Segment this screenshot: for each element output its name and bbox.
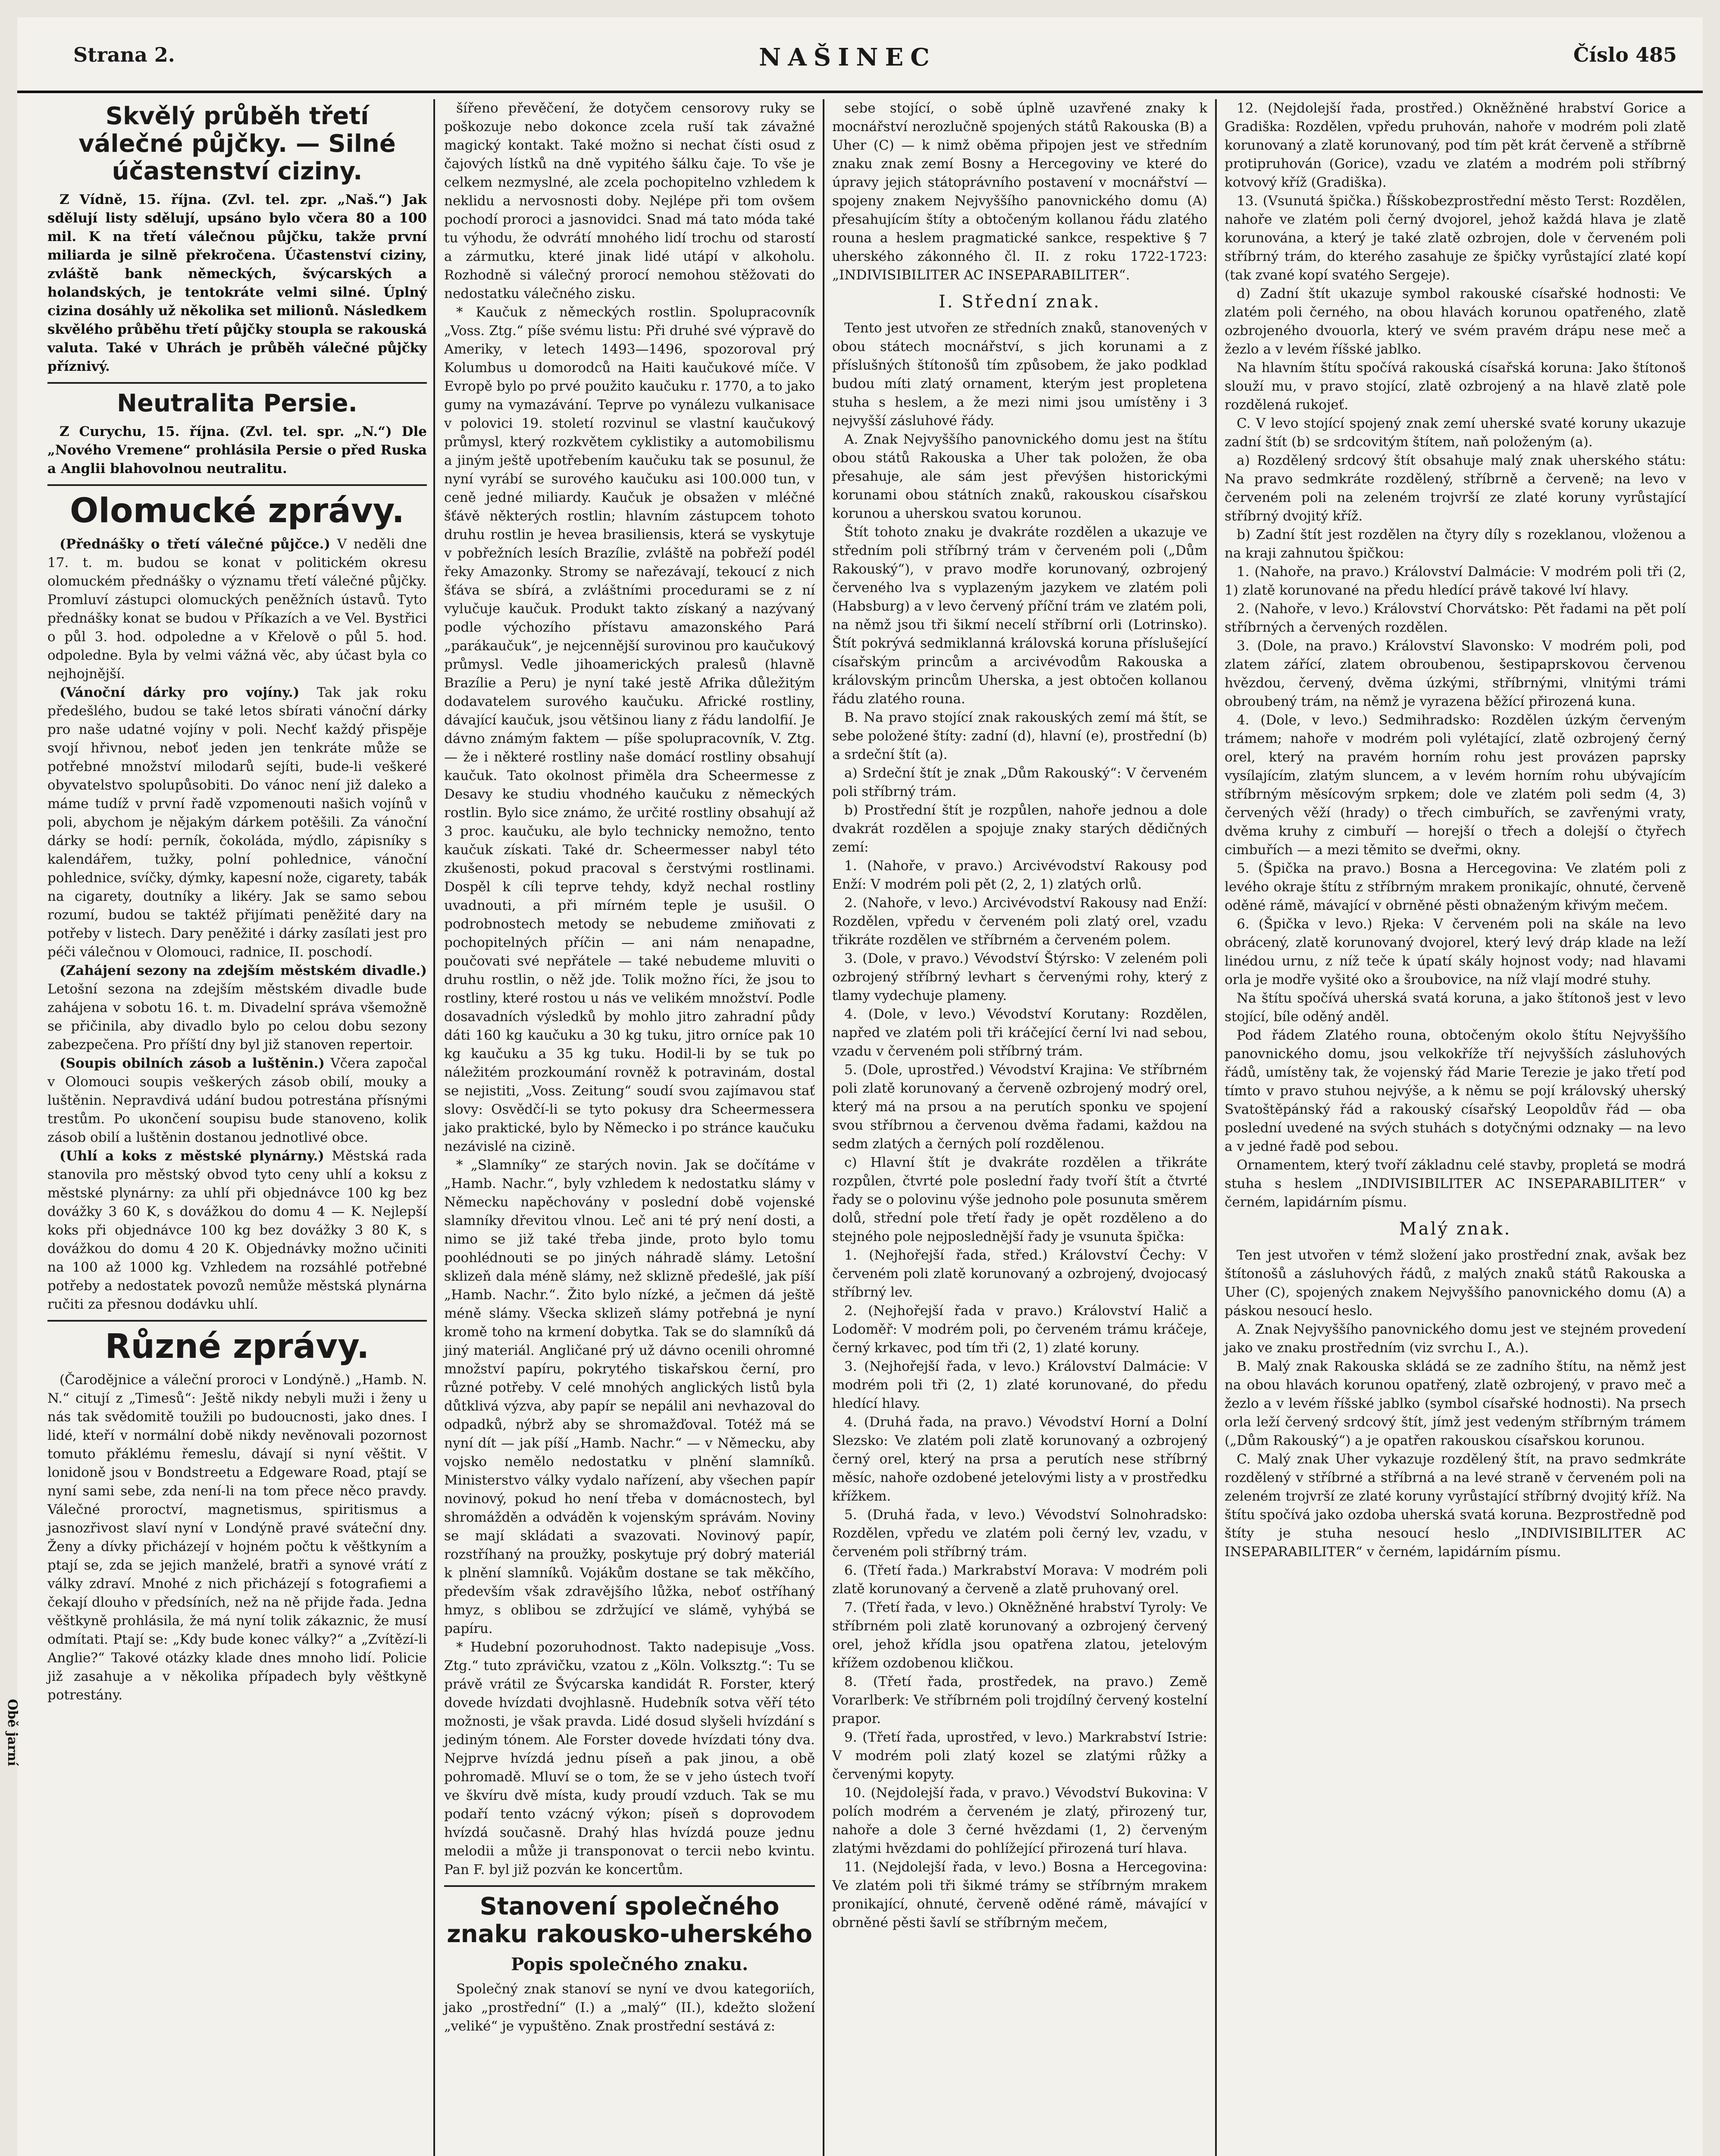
headline-znak — [444, 1893, 815, 1948]
headline-line: Skvělý průběh třetí — [105, 102, 369, 130]
paragraph: C. V levo stojící spojený znak zemí uherské svaté koruny ukazuje zadní štít (b) se srdcovitým štítem, naň položeným (a). — [1225, 416, 1686, 450]
article-olomouc-3 — [47, 962, 427, 1054]
list-item: 6. (Špička v levo.) Rjeka: V červeném poli na skále na levo obrácený, zlatě korunovaný dvojorel, který levý dráp klade na leží linédou urnu, z níž teče k úpatí skály hojnost vody; nad hlavami orla je modře vyšité oko a šroubovice, na níž vlají modré stuhy. — [1225, 916, 1686, 987]
paragraph: Pod řádem Zlatého rouna, obtočeným okolo štítu Nejvyššího panovnického domu, jsou velkokříže tří nejvyšších zásluhových řádů, umístěny tak, že vojenský řád Marie Terezie je jako třetí pod tímto v pravo stuhou nejvýše, a k němu se pojí královský uherský Svatoštěpánský řád a rakouský císařský Leopoldův řád — oba poslední uvedené na svých stuhách s dotyčnými odznaky — na levo a v jedné řadě pod sebou. — [1225, 1028, 1686, 1154]
list-item: 12. (Nejdolejší řada, prostřed.) Okněžněné hrabství Gorice a Gradiška: Rozdělen, vpředu pruhován, nahoře v modrém poli zlatě korunovaný a zlatě korunovaný, pod tím pět krát červeně a stříbrně protipruhován (Gorice), vzadu ve zlatém a modrém poli stříbrný kotvový kříž (Gradiška). — [1225, 100, 1686, 190]
list-item: 4. (Dole, v levo.) Sedmihradsko: Rozdělen úzkým červeným trámem; nahoře v modrém poli vylétající, zlatě ozbrojený černý orel, který na pravém horním rohu jest provázen paprsky vysílajícím, zlatým sluncem, a v levém horním rohu ubývajícím stříbrným měsícovým srpkem; dole ve zlatém poli sedm (4, 3) červených věží (hrady) o třech cimbuřích, se zavřenými vraty, dvěma kruhy z cimbuří — horejší o třech a dolejší o čtyřech cimbuřích — a mezi těmito se dveřmi, okny. — [1225, 712, 1686, 858]
headline-ruzne: Různé zprávy. — [105, 1327, 370, 1366]
article-znak-intro: Společný znak stanoví se nyní ve dvou kategoriích, jako „prostřední“ (I.) a „malý“ (II.), kdežto složení „veliké“ je vypuštěno. Znak prostřední sestává z: — [444, 1981, 815, 2034]
list-item: 2. (Nejhořejší řada v pravo.) Království Halič a Lodoměř: V modrém poli, po červeném trámu kráčeje, černý krkavec, pod tím tři (2, 1) zlaté koruny. — [832, 1303, 1207, 1356]
paragraph: C. Malý znak Uher vykazuje rozdělený štít, na pravo sedmkráte rozdělený v stříbrné a stříbrná a na levé straně v červeném poli na zeleném trojvrší ze zlaté koruny vyrůstající stříbrný dvojitý kříž. Na štítu spočívá jako ozdoba uherská svatá koruna. Bezprostředně pod štíty je stuha nesoucí heslo „INDIVISIBILITER AC INSEPARABILITER“ v černém, lapidárním písmu. — [1225, 1451, 1686, 1560]
list-item: 10. (Nejdolejší řada, v pravo.) Vévodství Bukovina: V polích modrém a červeném je zlatý, přirozený tur, nahoře a dole 3 černé hvězdami (1, 2) červeným zlatými hvězdami do pohlížející přirozená turí hlava. — [832, 1785, 1207, 1856]
article-olomouc-1 — [47, 535, 427, 683]
list-item: 6. (Třetí řada.) Markrabství Morava: V modrém poli zlatě korunovaný a červeně a zlatě pruhovaný orel. — [832, 1563, 1207, 1597]
paragraph: c) Hlavní štít je dvakráte rozdělen a třikráte rozpůlen, čtvrté pole poslední řady tvoří štít a čtvrté řady se o polovinu výše jednoho pole posunuta směrem dolů, střední pole třetí řady je opět rozděleno a do stejného pole nejposlednější řady je vsunuta špička: — [832, 1155, 1207, 1244]
article-war-loan: Z Vídně, 15. října. (Zvl. tel. zpr. „Naš.“) Jak sdělují listy sdělují, upsáno bylo včera 80 a 100 mil. K na třetí válečnou půjčku, takže první miliarda je silně překročena. Účastenství ciziny, zvláště bank německých, švýcarských a holandských, je tentokráte velmi silné. Úplný cizina dosáhly už několika set milionů. Následkem skvělého průběhu třetí půjčky stoupla se rakouská valuta. Také v Uhrách je průběh válečné půjčky příznivý. — [47, 192, 427, 374]
paragraph: A. Znak Nejvyššího panovnického domu jest na štítu obou států Rakouska a Uher tak položen, že oba přesahuje, ale sám jest převýšen historickými korunami obou státních znaků, rakouskou císařskou korunou a uherskou svatou korunou. — [832, 432, 1207, 521]
article-slamniky: * „Slamníky“ ze starých novin. Jak se dočítáme v „Hamb. Nachr.“, byly vzhledem k nedostatku slámy v Německu napěchovány v poslední době vojenské slamníky dřevitou vlnou. Leč ani té prý není dosti, a nimo se již také třeba jinde, proto bylo tomu poohlédnouti se po jiných náhradě slámy. Letošní sklizeň dala méně slámy, než sklizně předešlé, jak píší „Hamb. Nachr.“. Žito bylo nízké, a ječmen dá ještě méně slámy. Všecka sklizeň slámy potřebná je nyní kromě toho na krmení dobytka. Tak se do slamníků dá jiný materiál. Angličané prý už dávno ocenili ohromné množství papíru, pokrytého tiskařskou černí, pro různé potřeby. V celé mnohých anglických listů byla důtklivá výzva, aby papír se nepálil ani nevhazoval do odpadků, nýbrž aby se shromažďoval. Totéž má se nyní dít — jak píší „Hamb. Nachr.“ — v Německu, aby vojsko nemělo nedostatku v plnění slamníků. Ministerstvo války vydalo nařízení, aby všechen papír novinový, pokud ho není třeba v domácnostech, byl shromážděn a odváděn k vojenským správám. Noviny se mají skládati a svazovati. Novinový papír, rozstříhaný na proužky, poskytuje prý dobrý materiál k plnění slamníků. Vojákům dostane se tak měkčího, především však zdravějšího lůžka, neboť ostříhaný hmyz, s oblibou se zdržující ve slámě, vyhýbá se papíru. — [444, 1157, 815, 1636]
paragraph: A. Znak Nejvyššího panovnického domu jest ve stejném provedení jako ve znaku prostředním (viz svrchu I., A.). — [1225, 1322, 1686, 1356]
paragraph: Na štítu spočívá uherská svatá koruna, a jako štítonoš jest v levo stojící, bíle oděný anděl. — [1225, 990, 1686, 1025]
article-olomouc-4 — [47, 1054, 427, 1147]
list-item: 4. (Dole, v levo.) Vévodství Korutany: Rozdělen, napřed ve zlatém poli tři kráčející černí lvi nad sebou, vzadu v červeném poli stříbrný trám. — [832, 1006, 1207, 1059]
column-2 — [444, 99, 815, 2156]
article-hudba: * Hudební pozoruhodnost. Takto nadepisuje „Voss. Ztg.“ tuto zprávičku, vzatou z „Köln. Volksztg.“: Tu se právě vrátil ze Švýcarska kandidát R. Forster, který dovede hvízdati dvojhlasně. Hudebník sotva věří této možnosti, je však pravda. Lidé dosud slyšeli hvízdání s jediným tónem. Ale Forster dovede hvízdati tóny dva. Nejprve hvízdá jednu píseň a pak jinou, a obě pohromadě. Mluví se o tom, že se v jeho ústech tvoří ve škvíru dvě místa, kudy proudí vzduch. Tak se mu podaří tento vzácný výkon; píseň s doprovodem hvízdá současně. Drahý hlas hvízdá pouze jednu melodii a může ji transponovat o tercii nebo kvintu. Pan F. byl již pozván ke koncertům. — [444, 1639, 815, 1877]
list-item: 5. (Dole, uprostřed.) Vévodství Krajina: Ve stříbrném poli zlatě korunovaný a červeně ozbrojený modrý orel, který má na prsou a na perutích sponku ve spojení svou stříbrnou a červenou dvěma řadami, každou na sedm zlatých a černých polí rozdělenou. — [832, 1062, 1207, 1152]
paragraph: Štít tohoto znaku je dvakráte rozdělen a ukazuje ve středním poli stříbrný trám v červeném poli („Dům Rakouský“), v pravo modře korunovaný, ozbrojený červeného lva s vyplazeným jazykem ve zlatém poli (Habsburg) a v levo červený příční trám ve zlatém poli, na němž jsou tři šikmí necelí stříbrní orli (Lotrinsko). Štít pokrývá sedmiklanná královská koruna příslušející císařským princům a arcivévodům Rakouska a královským princům Uherska, a jest obtočen kollanou řádu zlatého rouna. — [832, 524, 1207, 707]
item-lead: (Zahájení sezony na zdejším městském divadle.) — [60, 963, 427, 978]
column-4 — [1225, 99, 1686, 2156]
list-item: 7. (Třetí řada, v levo.) Okněžněné hrabství Tyroly: Ve stříbrném poli zlatě korunovaný a ozbrojený červený orel, jehož křídla jsou opatřena zlatou, jetelovým křížem ozdobenou kličkou. — [832, 1600, 1207, 1671]
list-item: 3. (Nejhořejší řada, v levo.) Království Dalmácie: V modrém poli tři (2, 1) zlaté korunované, do předu hledící hlavy. — [832, 1359, 1207, 1411]
list-item: 1. (Nahoře, na pravo.) Království Dalmácie: V modrém poli tři (2, 1) zlatě korunované na předu hledící právě takové lví hlavy. — [1225, 564, 1686, 598]
article-persia: Z Curychu, 15. října. (Zvl. tel. spr. „N.“) Dle „Nového Vremene“ prohlásila Persie o před Ruska a Anglii blahovolnou neutralitu. — [47, 424, 427, 476]
paragraph: a) Rozdělený srdcový štít obsahuje malý znak uherského státu: Na pravo sedmkráte rozdělený, stříbrně a červeně; na levo v červeném poli na zeleném trojvrší ze zlaté koruny vyrůstající stříbrný dvojitý kříž. — [1225, 453, 1686, 524]
item-lead: (Přednášky o třetí válečné půjčce.) — [60, 536, 331, 552]
paragraph: Na hlavním štítu spočívá rakouská císařská koruna: Jako štítonoš slouží mu, v pravo stojící, zlatě ozbrojený a na hlavě zlatě pole rozdělená rukojeť. — [1225, 360, 1686, 413]
list-item: 3. (Dole, v pravo.) Vévodství Štýrsko: V zeleném poli ozbrojený stříbrný levhart s červenými rohy, který z tlamy vydechuje plameny. — [832, 951, 1207, 1003]
list-item: 1. (Nejhořejší řada, střed.) Království Čechy: V červeném poli zlatě korunovaný a ozbrojený, dvojocasý stříbrný lev. — [832, 1247, 1207, 1300]
item-text: Letošní sezona na zdejším městském divadle bude zahájena v sobotu 16. t. m. Divadelní správa všemožně se přičinila, aby divadlo bylo po celou dobu sezony zabezpečena. Pro příští dny byl již stanoven repertoir. — [47, 981, 427, 1053]
newspaper-title: NAŠINEC — [759, 43, 937, 72]
headline-line: účastenství ciziny. — [112, 157, 363, 185]
issue-number: Číslo 485 — [1573, 43, 1677, 66]
divider — [47, 484, 427, 486]
paragraph: d) Zadní štít ukazuje symbol rakouské císařské hodnosti: Ve zlatém poli černého, na obou hlavách korunou opatřeného, zlatě ozbrojeného dvouorla, který ve svém pravém drápu nese meč a žezlo a v levém říšské jablko. — [1225, 286, 1686, 357]
divider — [47, 382, 427, 384]
list-item: 2. (Nahoře, v levo.) Arcivévodství Rakousy nad Enží: Rozdělen, vpředu v červeném poli zlatý orel, vzadu třikráte rozdělen ve stříbrném a červeném polem. — [832, 895, 1207, 948]
column-1 — [47, 99, 427, 2156]
list-item: 5. (Druhá řada, v levo.) Vévodství Solnohradsko: Rozdělen, vpředu ve zlatém poli černý lev, vzadu, v červeném poli stříbrný trám. — [832, 1507, 1207, 1560]
item-text: Tak jak roku předešlého, budou se také letos sbírati vánoční dárky pro naše udatné vojíny v poli. Nechť každý přispěje svojí hřivnou, neboť jeden jen tenkráte může se potřebné množství milodarů sejíti, bude-li veškeré obyvatelstvo spolupůsobiti. Do vánoc není již daleko a máme tudíž v první řadě vzpomenouti našich vojínů v poli, abychom je nějakým dárkem potěšili. Za vánoční dárky se hodí: perník, čokoláda, mýdlo, zápisníky s kalendářem, tužky, polní pohlednice, vánoční pohlednice, svíčky, dýmky, kapesní nože, cigarety, tabák na cigarety, doutníky a likéry. Jak se samo sebou rozumí, budou se taktéž přijímati peněžité dary na potřeby v listech. Dary peněžité i dárky zasílati jest pro péči válečnou v Olomouci, radnice, II. poschodí. — [47, 685, 427, 960]
list-item: 5. (Špička na pravo.) Bosna a Hercegovina: Ve zlatém poli z levého okraje štítu z stříbrným mrakem pronikajíc, ohnuté, červeně oděné rámě, mávající v obrněné pěsti obnaženým křivým mečem. — [1225, 861, 1686, 913]
item-text: Městská rada stanovila pro městský obvod tyto ceny uhlí a koksu z městské plynárny: za uhlí při objednávce 100 kg bez dovážky 3 60 K, s dovážkou do domu 4 — K. Nejlepší koks při objednávce 100 kg bez dovážky 3 80 K, s dovážkou do domu 4 20 K. Objednávky možno učiniti na 100 až 1000 kg. Vzhledem na rozsáhlé potřebné potřeby a nedostatek povozů nemůže městská plynárna ručiti za přesnou dodávku uhlí. — [47, 1148, 427, 1312]
section-heading: I. Střední znak. — [938, 292, 1101, 312]
masthead — [17, 17, 1703, 93]
headline-line: Stanovení společného — [479, 1893, 780, 1921]
paragraph: Ornamentem, který tvoří základnu celé stavby, propletá se modrá stuha s heslem „INDIVISIBILITER AC INSEPARABILITER“ v černém, lapidárním písmu. — [1225, 1157, 1686, 1210]
paragraph: sebe stojící, o sobě úplně uzavřené znaky k mocnářství nerozlučně spojených států Rakouska (B) a Uher (C) — k nimž oběma připojen jest ve středním znaku znak zemí Bosny a Hercegoviny ve které do úpravy jejich státoprávního postavení v mocnářství — spojeny znakem Nejvyššího panovnického domu (A) přesahujícím štíty a obtočeným kollanou řádu zlatého rouna a heslem pragmatické sankce, respektive § 7 uherského zákonného čl. II. z roku 1722-1723: „INDIVISIBILITER AC INSEPARABILITER“. — [832, 100, 1207, 283]
headline-line: znaku rakousko-uherského — [447, 1920, 812, 1948]
column-3 — [832, 99, 1207, 2156]
list-item: 9. (Třetí řada, uprostřed, v levo.) Markrabství Istrie: V modrém poli zlatý kozel se zlatými růžky a červenými kopyty. — [832, 1730, 1207, 1782]
paragraph: B. Na pravo stojící znak rakouských zemí má štít, se sebe položené štíty: zadní (d), hlavní (e), prostřední (b) a srdeční štít (a). — [832, 710, 1207, 762]
paragraph: b) Zadní štít jest rozdělen na čtyry díly s rozeklanou, vloženou a na kraji zahnutou špičkou: — [1225, 527, 1686, 561]
item-lead: (Vánoční dárky pro vojíny.) — [60, 685, 300, 700]
article-olomouc-5 — [47, 1147, 427, 1314]
paragraph: B. Malý znak Rakouska skládá se ze zadního štítu, na němž jest na obou hlavách korunou opatřený, zlatě ozbrojený, v pravo meč a žezlo a v levém říšské jablko (symbol císařské hodnosti). Na prsech orla leží červený srdcový štít, jímž jest vedeným stříbrným trámem („Dům Rakouský“) a je opatřen rakouskou císařskou korunou. — [1225, 1359, 1686, 1448]
headline-line: válečné půjčky. — Silné — [78, 130, 396, 158]
section-heading: Malý znak. — [1399, 1219, 1512, 1239]
divider — [47, 1320, 427, 1322]
divider — [444, 1885, 815, 1887]
list-item: 1. (Nahoře, v pravo.) Arcivévodství Rakousy pod Enží: V modrém poli pět (2, 2, 1) zlatých orlů. — [832, 858, 1207, 892]
paragraph: a) Srdeční štít je znak „Dům Rakouský“: V červeném poli stříbrný trám. — [832, 765, 1207, 799]
list-item: 11. (Nejdolejší řada, v levo.) Bosna a Hercegovina: Ve zlatém poli tři šikmé trámy se stříbrným mrakem pronikající, ohnuté, červeně oděné rámě, mávající v obrněné pěsti šavlí se stříbrným mečem, — [832, 1859, 1207, 1930]
item-text: Včera započal v Olomouci soupis veškerých zásob obilí, mouky a luštěnin. Nepravdivá udání budou potrestána přísnými trestům. Po ukončení soupisu bude stanoveno, kolik zásob obilí a luštěnin dostanou jednotlivé obce. — [47, 1056, 427, 1145]
list-item: 3. (Dole, na pravo.) Království Slavonsko: V modrém poli, pod zlatem zářící, zlatem obroubenou, šestipaprskovou červenou hvězdou, červený, dvěma úzkými, stříbrnými, vlnitými trámi obroubený trám, na němž je vyrazena běžící přirozená kuna. — [1225, 638, 1686, 709]
subheadline-znak: Popis společného znaku. — [511, 1954, 749, 1974]
article-kaucuk: * Kaučuk z německých rostlin. Spolupracovník „Voss. Ztg.“ píše svému listu: Při druhé své výpravě do Ameriky, v letech 1493—1496, spozoroval prý Kolumbus u domorodců na Haiti kaučukové míče. V Evropě bylo po prvé použito kaučuku r. 1770, a to jako gumy na vymazávání. Teprve po vynálezu vulkanisace v polovici 19. století rozvinul se vlastní kaučukový průmysl, který rozkvětem cyklistiky a automobilismu a jiným ještě upotřebením kaučuku tak se posunul, že nyní vyrábí se surového kaučuku asi 100.000 tun, v ceně jedné miliardy. Kaučuk je obsažen v mléčné šťávě některých rostlin; hlavním zástupcem tohoto druhu rostlin je hevea brasiliensis, která se vyskytuje v pobřežních lesích Brazílie, zvláště na pobřeží podél řeky Amazonky. Stromy se nařezávají, tekoucí z nich šťáva se sbírá, a zvláštními procedurami se z ní vylučuje kaučuk. Produkt takto získaný a nazývaný podle výchozího přístavu amazonského Pará „parákaučuk“, je nejcennější surovinou pro kaučukový průmysl. Vedle jihoamerických pralesů (hlavně Brazílie a Peru) je nyní také jestě Afrika důležitým dodavatelem surového kaučuku. Africké rostliny, dávající kaučuk, jsou většinou liany z řádu landolfií. Je dávno známým faktem — píše spolupracovník, V. Ztg. — že i některé rostliny naše domácí rostliny obsahují kaučuk. Tato okolnost přiměla dra Scheermesse z Desavy ke studiu vhodného kaučuku z německých rostlin. Bylo sice známo, že určité rostliny obsahují až 3 proc. kaučuku, ale bylo technicky nemožno, tento kaučuk získati. Také dr. Scheermesser nabyl této zkušenosti, pokud pracoval s čerstvými rostlinami. Dospěl k cíli teprve tehdy, když nechal rostliny uvadnouti, a při mírném teple je usušil. O podrobnostech metody se nebudeme zmiňovati z pochopitelných příčin — ani nám nenapadne, poučovati své nepřátele — také nebudeme mluviti o druhu rostlin, o něž jde. Tolik možno říci, že jsou to rostliny, které rostou u nás ve velikém množství. Podle dosavadních výsledků by mohlo jitro zahradní půdy dáti 160 kg kaučuku a 30 kg tuku, jitro orníce pak 10 kg kaučuku a 35 kg tuku. Hodil-li by se tuk po náležitém prozkoumání rovněž k potravinám, dostal se nejistiti, „Voss. Zeitung“ soudí svou zajímavou stať slovy: Osvědčí-li se tyto pokusy dra Scheermessera jako praktické, bylo by Německo i po stránce kaučuku nezávislé na cizině. — [444, 304, 815, 1154]
list-item: 2. (Nahoře, v levo.) Království Chorvátsko: Pět řadami na pět polí stříbrných a červených rozdělen. — [1225, 601, 1686, 635]
columns — [17, 99, 1703, 2156]
headline-persia: Neutralita Persie. — [117, 389, 357, 417]
item-text: V neděli dne 17. t. m. budou se konat v politickém okresu olomuckém přednášky o významu třetí válečné půjčky. Promluví zástupci olomuckých peněžních ústavů. Tyto přednášky konat se budou v Příkazích a ve Vel. Bystřici o půl 3. hod. odpoledne a v Křelově o půl 5. hod. odpoledne. Byla by velmi vážná věc, aby účast byla co nejhojnější. — [47, 536, 427, 682]
paragraph: Tento jest utvořen ze středních znaků, stanovených v obou státech mocnářství, s jich korunami a z příslušných štítonošů tím způsobem, že jako podklad budou míti zlatý ornament, kterým jest propletena stuha s heslem, a že mezi nimi jsou umístěny i 3 nejvyšší zásluhové řády. — [832, 320, 1207, 429]
headline-war-loan — [47, 103, 427, 185]
list-item: 4. (Druhá řada, na pravo.) Vévodství Horní a Dolní Slezsko: Ve zlatém poli zlatě korunovaný a ozbrojený černý orel, který na prsa a perutích nese stříbrný měsíc, nahoře ozdobené jetelovými listy a v prostředku křížkem. — [832, 1414, 1207, 1504]
article-continuation: šířeno převěčení, že dotyčem censorovy ruky se poškozuje nebo dokonce zcela ruší tak závažné magický kontakt. Také možno si nechat čísti osud z čajových lístků na dně vypitého šálku čaje. To vše je celkem nezmyslné, ale zcela pochopitelno vzhledem k neklidu a nervosnosti doby. Nejlépe při tom ovšem pochodí proroci a jasnovidci. Snad má tato móda také tu výhodu, že odvrátí mnohého lidí trochu od starostí a zármutku, které jinak lidé utápí v alkoholu. Rozhodně si válečný prorocí nemohou stěžovati do nedostatku válečného zisku. — [444, 100, 815, 301]
list-item: 8. (Třetí řada, prostředek, na pravo.) Země Vorarlberk: Ve stříbrném poli trojdílný červený kostelní prapor. — [832, 1674, 1207, 1727]
article-ruzne: (Čarodějnice a váleční proroci v Londýně.) „Hamb. N. N.“ citují z „Timesů“: Ještě nikdy nebyli muži i ženy u nás tak svědomitě toužili po budoucnosti, jako dnes. I lidé, kteří v normální době nikdy nevěnovali pozornost tomuto přáklému řemeslu, dávají si nyní věštit. V lonidoně jsou v Bondstreetu a Edgeware Road, ptají se nyní sami sebe, zda není-li na tom přece něco pravdy. Válečné proroctví, magnetismus, spiritismus a jasnozřivost slaví nyní v Londýně pravé sváteční dny. Ženy a dívky přicházejí v hojném počtu k věštkyním a ptají se, zda se jejich manželé, bratři a synové vrátí z války zdraví. Mnohé z nich přicházejí s fotografiemi a čekají dlouho v předsíních, než na ně přijde řada. Jedna věštkyně prohlásila, že má nyní tolik zákaznic, že musí odmítati. Ptají se: „Kdy bude konec války?“ a „Zvítězí-li Anglie?“ Takové otázky klade dnes mnoho lidí. Policie již zasahuje a v několika případech byly věštkyně potrestány. — [47, 1372, 427, 1703]
headline-olomouc: Olomucké zprávy. — [69, 492, 404, 530]
item-lead: (Uhlí a koks z městské plynárny.) — [60, 1148, 324, 1164]
paragraph: Ten jest utvořen v témž složení jako prostřední znak, avšak bez štítonošů a zásluhových řádů, z malých znaků států Rakouska a Uher (C), spojených znakem Nejvyššího panovnického domu (A) a páskou nesoucí heslo. — [1225, 1247, 1686, 1319]
list-item: 13. (Vsunutá špička.) Říšskobezprostřední město Terst: Rozdělen, nahoře ve zlatém poli černý dvojorel, jehož každá hlava je zlatě korunována, a který je také zlatě ozbrojen, dole v červeném poli stříbrný trám, do kterého zasahuje ze špičky vyrůstající zlaté kopí (tak zvané kopí svatého Sergeje). — [1225, 193, 1686, 283]
item-lead: (Soupis obilních zásob a luštěnin.) — [60, 1056, 325, 1071]
margin-note: Obě jarní — [5, 1699, 20, 1766]
article-olomouc-2 — [47, 683, 427, 962]
paragraph: b) Prostřední štít je rozpůlen, nahoře jednou a dole dvakrát rozdělen a spojuje znaky starých dědičných zemí: — [832, 802, 1207, 855]
page-number: Strana 2. — [73, 43, 175, 66]
newspaper-page — [5, 17, 1703, 2156]
